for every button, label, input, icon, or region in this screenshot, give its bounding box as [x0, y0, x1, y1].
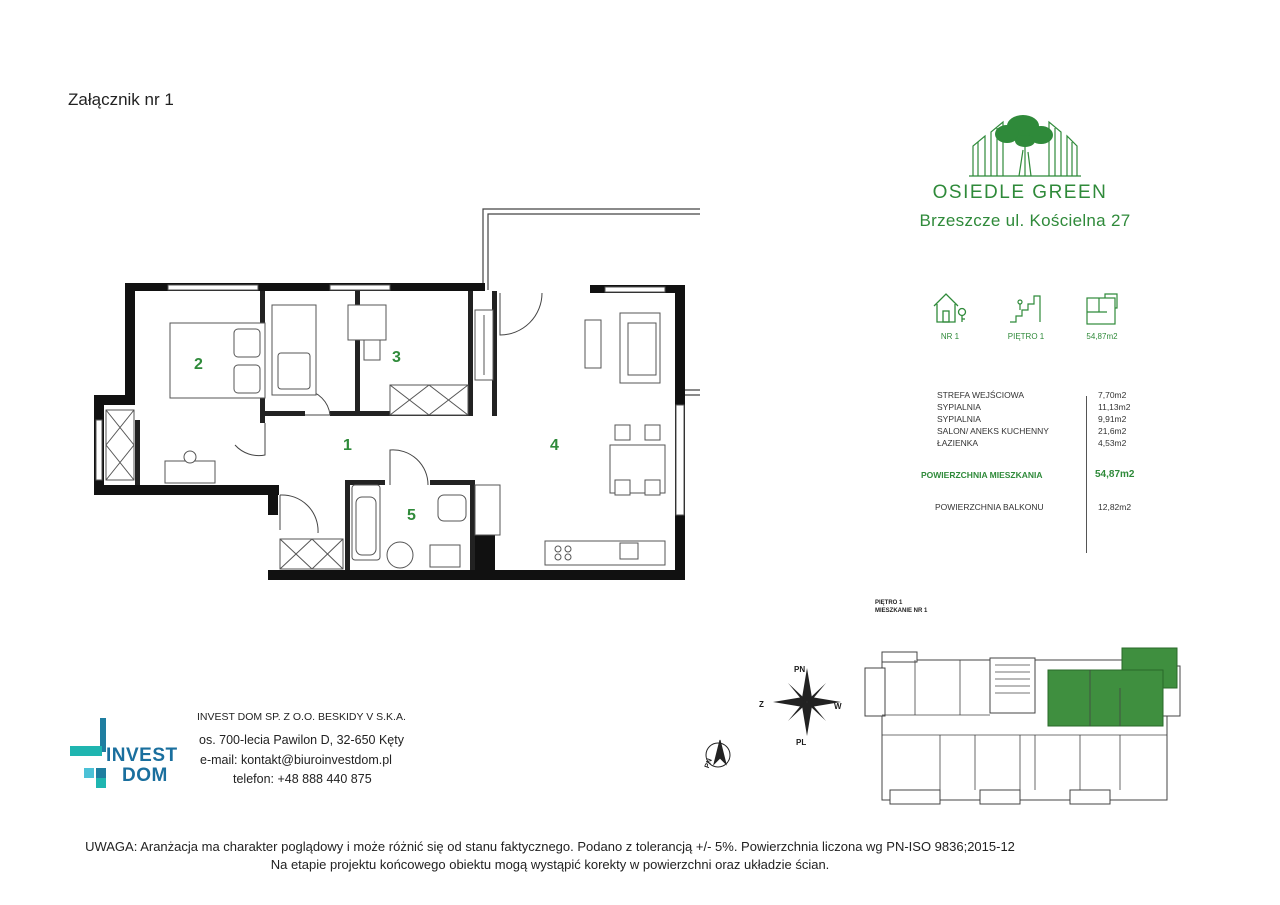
- area-value: 4,53m2: [1098, 438, 1127, 448]
- logo-text-invest: INVEST: [106, 745, 178, 766]
- keyplan-unit: MIESZKANIE NR 1: [875, 608, 928, 614]
- company-email: e-mail: kontakt@biuroinvestdom.pl: [200, 753, 392, 767]
- compass-rose-icon: [773, 668, 841, 736]
- room-number: 4: [550, 437, 559, 454]
- area-label: SALON/ ANEKS KUCHENNY: [937, 426, 1049, 436]
- stairs-icon: [1008, 292, 1044, 326]
- area-label: SYPIALNIA: [937, 402, 981, 412]
- room-number: 2: [194, 356, 203, 373]
- room-number: 3: [392, 349, 401, 366]
- compass-north-label: PN: [794, 665, 806, 674]
- total-area-label: POWIERZCHNIA MIESZKANIA: [921, 470, 1043, 480]
- total-area-badge: 54,87m2: [1086, 332, 1118, 341]
- key-plan: [690, 640, 1190, 815]
- balcony-value: 12,82m2: [1098, 502, 1132, 512]
- brand-logo: [965, 108, 1085, 180]
- disclaimer: [0, 838, 1100, 874]
- area-label: STREFA WEJŚCIOWA: [937, 390, 1025, 400]
- brand-address: Brzeszcze ul. Kościelna 27: [919, 211, 1131, 230]
- furniture: [106, 305, 665, 569]
- floorplan-icon: [1085, 292, 1119, 326]
- company-phone: telefon: +48 888 440 875: [233, 772, 372, 786]
- invest-dom-logo-mark: [70, 716, 106, 788]
- compass-west-label: Z: [759, 700, 764, 709]
- annex-title: Załącznik nr 1: [68, 90, 174, 109]
- table-divider: [1086, 396, 1087, 553]
- company-address: os. 700-lecia Pawilon D, 32-650 Kęty: [199, 733, 404, 747]
- area-value: 11,13m2: [1098, 402, 1131, 412]
- keyplan-floor: PIĘTRO 1: [875, 600, 903, 606]
- company-name: INVEST DOM SP. Z O.O. BESKIDY V S.K.A.: [197, 711, 406, 723]
- area-label: SYPIALNIA: [937, 414, 981, 424]
- disclaimer-line-2: Na etapie projektu końcowego obiektu mogą wystąpić korekty w powierzchni oraz układzie ścian.: [270, 857, 830, 872]
- disclaimer-line-1: UWAGA: Aranżacja ma charakter poglądowy i może różnić się od stanu faktycznego. Podano z tolerancją +/- 5%. Powierzchnia liczona wg PN-ISO 9836;2015-12: [85, 839, 1015, 854]
- logo-text-dom: DOM: [122, 765, 168, 786]
- room-number: 1: [343, 437, 352, 454]
- compass-south-label: PL: [796, 738, 807, 747]
- area-label: ŁAZIENKA: [937, 438, 979, 448]
- total-area-value: 54,87m2: [1095, 469, 1135, 480]
- floor-plan: [90, 205, 700, 590]
- north-arrow-label: PN: [703, 757, 714, 770]
- balcony-label: POWIERZCHNIA BALKONU: [935, 502, 1044, 512]
- brand-name: OSIEDLE GREEN: [932, 182, 1108, 203]
- floor-label: PIĘTRO 1: [1007, 332, 1045, 341]
- area-value: 9,91m2: [1098, 414, 1127, 424]
- compass-east-label: W: [834, 702, 842, 711]
- area-value: 21,6m2: [1098, 426, 1127, 436]
- unit-number: NR 1: [940, 332, 960, 341]
- house-key-icon: [930, 290, 970, 326]
- area-value: 7,70m2: [1098, 390, 1127, 400]
- room-number: 5: [407, 507, 416, 524]
